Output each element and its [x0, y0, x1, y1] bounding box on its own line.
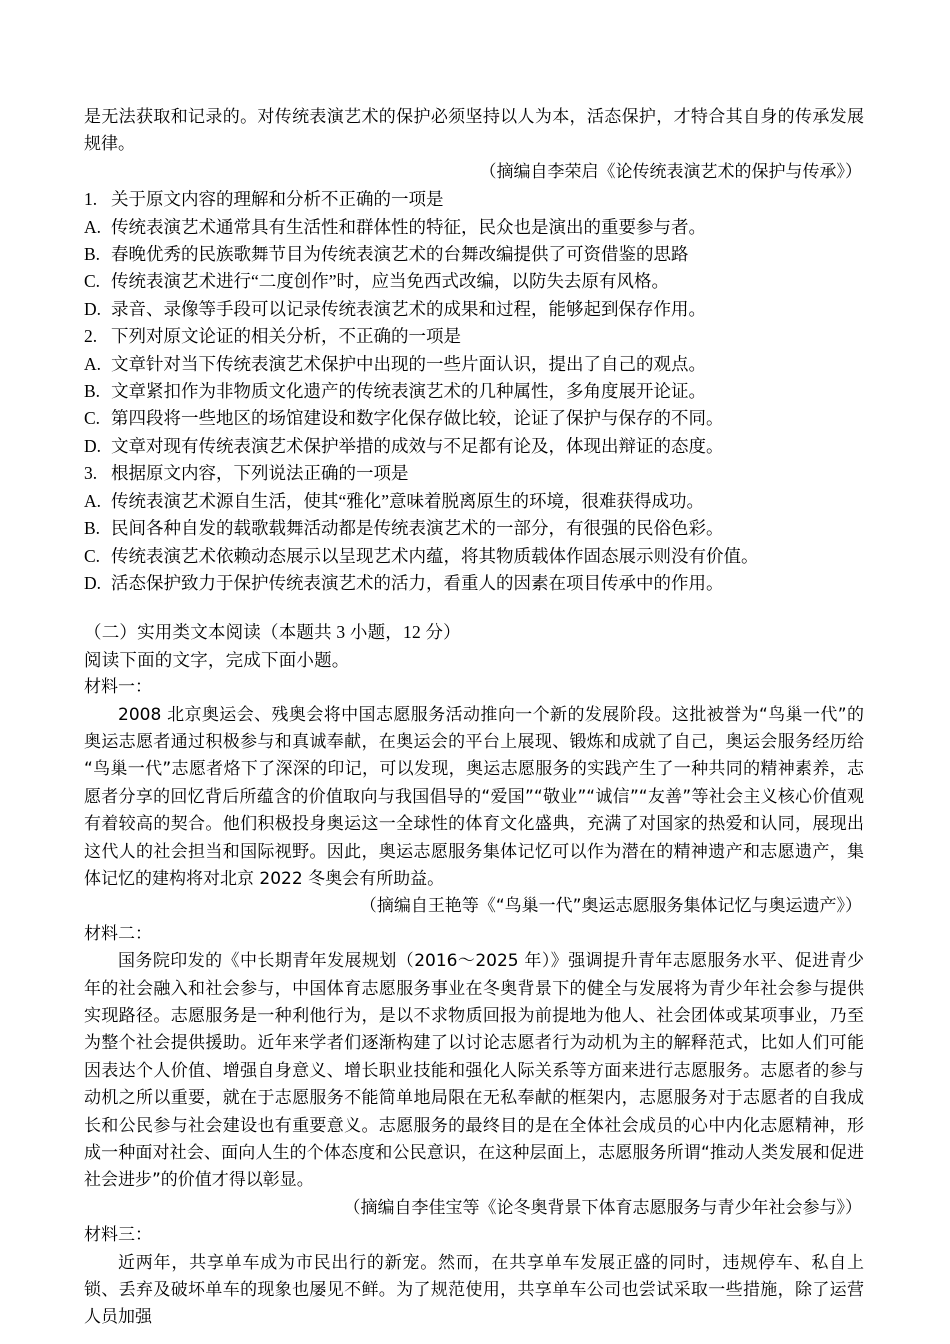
option-marker: A.: [84, 216, 102, 237]
question-text: 下列对原文论证的相关分析，不正确的一项是: [111, 326, 461, 347]
option-text: 活态保护致力于保护传统表演艺术的活力，看重人的因素在项目传承中的作用。: [111, 572, 724, 593]
question-option[interactable]: [84, 241, 864, 268]
question-marker: 1.: [84, 189, 98, 210]
option-marker: B.: [84, 244, 101, 265]
option-marker: C.: [84, 271, 101, 292]
option-text: 传统表演艺术源自生活，使其“雅化”意味着脱离原生的环境，很难获得成功。: [111, 490, 705, 511]
question-option[interactable]: [84, 405, 864, 432]
question-option[interactable]: [84, 378, 864, 405]
option-text: 传统表演艺术依赖动态展示以呈现艺术内蕴，将其物质载体作固态展示则没有价值。: [111, 545, 759, 566]
option-text: 文章紧扣作为非物质文化遗产的传统表演艺术的几种属性，多角度展开论证。: [111, 381, 706, 402]
question-option[interactable]: [84, 351, 864, 378]
question-option[interactable]: [84, 515, 864, 542]
option-marker: D.: [84, 298, 102, 319]
question-option[interactable]: [84, 488, 864, 515]
question-stem: [84, 323, 864, 350]
question-option[interactable]: [84, 268, 864, 295]
lead-paragraph: 是无法获取和记录的。对传统表演艺术的保护必须坚持以人为本，活态保护，才特合其自身的传承发展规律。: [84, 107, 864, 155]
section-spacer: [84, 597, 864, 619]
material-attribution: （摘编自李佳宝等《论冬奥背景下体育志愿服务与青少年社会参与》）: [343, 1197, 862, 1218]
material-body: 2008 北京奥运会、残奥会将中国志愿服务活动推向一个新的发展阶段。这批被誉为“鸟巢一代”的奥运志愿者通过积极参与和真诚奉献，在奥运会的平台上展现、锻炼和成就了自己，奥运会服务经历给“鸟巢一代”志愿者烙下了深深的印记，可以发现，奥运志愿服务的实践产生了一种共同的精神素养，志愿者分享的回忆背后所蕴含的价值取向与我国倡导的“爱国”“敬业”“诚信”“友善”等社会主义核心价值观有着较高的契合。他们积极投身奥运这一全球性的体育文化盛典，充满了对国家的热爱和认同，展现出这代人的社会担当和国际视野。因此，奥运志愿服务集体记忆可以作为潜在的精神遗产和志愿遗产，集体记忆的建构将对北京 2022 冬奥会有所助益。: [84, 704, 864, 889]
page-content: [84, 104, 864, 1332]
question-text: 关于原文内容的理解和分析不正确的一项是: [111, 189, 444, 210]
question-stem: [84, 460, 864, 487]
option-text: 文章对现有传统表演艺术保护举措的成效与不足都有论及，体现出辩证的态度。: [111, 435, 724, 456]
option-marker: A.: [84, 490, 102, 511]
option-text: 第四段将一些地区的场馆建设和数字化保存做比较，论证了保护与保存的不同。: [111, 408, 724, 429]
question-option[interactable]: [84, 214, 864, 241]
option-marker: D.: [84, 435, 102, 456]
question-marker: 2.: [84, 326, 98, 347]
option-marker: B.: [84, 381, 101, 402]
option-text: 春晚优秀的民族歌舞节目为传统表演艺术的台舞改编提供了可资借鉴的思路: [111, 244, 689, 265]
question-stem: [84, 186, 864, 213]
question-text: 根据原文内容，下列说法正确的一项是: [111, 463, 409, 484]
section-instruction: 阅读下面的文字，完成下面小题。: [84, 649, 350, 670]
material-label: 材料二：: [84, 923, 152, 944]
option-text: 录音、录像等手段可以记录传统表演艺术的成果和过程，能够起到保存作用。: [111, 298, 706, 319]
option-marker: A.: [84, 353, 102, 374]
material-label: 材料一：: [84, 677, 152, 698]
material-label: 材料三：: [84, 1225, 152, 1246]
option-marker: C.: [84, 545, 101, 566]
question-option[interactable]: [84, 433, 864, 460]
material-body: 国务院印发的《中长期青年发展规划（2016～2025 年）》强调提升青年志愿服务水平、促进青少年的社会融入和社会参与，中国体育志愿服务事业在冬奥背景下的健全与发展将为青少年社会参与提供实现路径。志愿服务是一种利他行为，是以不求物质回报为前提地为他人、社会团体或某项事业，乃至为整个社会提供援助。近年来学者们逐渐构建了以讨论志愿者行为动机为主的解释范式，比如人们可能因表达个人价值、增强自身意义、增长职业技能和强化人际关系等方面来进行志愿服务。志愿者的参与动机之所以重要，就在于志愿服务不能简单地局限在无私奉献的框架内，志愿服务对于志愿者的自我成长和公民参与社会建设也有重要意义。志愿服务的最终目的是在全体社会成员的心中内化志愿精神，形成一种面对社会、面向人生的个体态度和公民意识，在这种层面上，志愿服务所谓“推动人类发展和促进社会进步”的价值才得以彰显。: [84, 951, 864, 1191]
question-option[interactable]: [84, 543, 864, 570]
question-option[interactable]: [84, 570, 864, 597]
option-text: 传统表演艺术通常具有生活性和群体性的特征，民众也是演出的重要参与者。: [111, 216, 706, 237]
option-text: 传统表演艺术进行“二度创作”时，应当免西式改编，以防失去原有风格。: [111, 271, 670, 292]
question-option[interactable]: [84, 296, 864, 323]
option-text: 文章针对当下传统表演艺术保护中出现的一些片面认识，提出了自己的观点。: [111, 353, 706, 374]
lead-attribution: （摘编自李荣启《论传统表演艺术的保护与传承》）: [479, 161, 862, 182]
material-attribution: （摘编自王艳等《“鸟巢一代”奥运志愿服务集体记忆与奥运遗产》）: [359, 896, 862, 917]
section-heading: （二）实用类文本阅读（本题共 3 小题，12 分）: [84, 622, 461, 643]
question-marker: 3.: [84, 463, 98, 484]
option-text: 民间各种自发的载歌载舞活动都是传统表演艺术的一部分，有很强的民俗色彩。: [111, 518, 724, 539]
material-body: 近两年，共享单车成为市民出行的新宠。然而，在共享单车发展正盛的同时，违规停车、私自上锁、丢弃及破坏单车的现象也屡见不鲜。为了规范使用，共享单车公司也尝试采取一些措施，除了运营人员加强: [84, 1252, 864, 1328]
option-marker: D.: [84, 572, 102, 593]
option-marker: C.: [84, 408, 101, 429]
option-marker: B.: [84, 518, 101, 539]
